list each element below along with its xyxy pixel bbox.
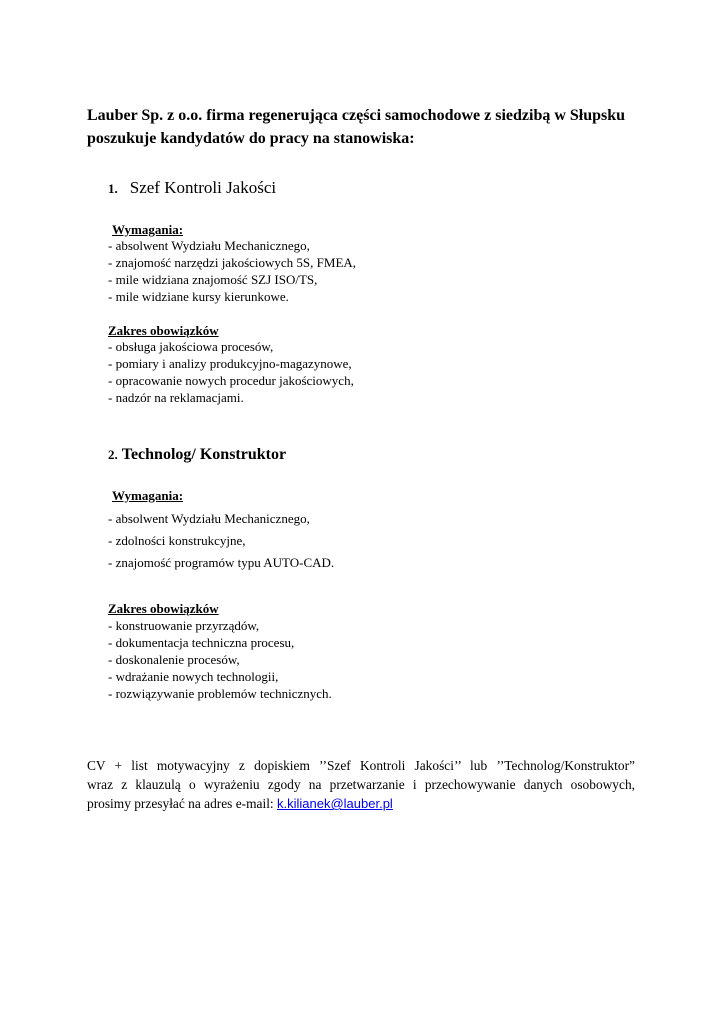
position-1-title xyxy=(108,178,276,198)
position-2-duties-heading: Zakres obowiązków xyxy=(108,601,219,616)
list-item: - pomiary i analizy produkcyjno-magazynowe, xyxy=(108,356,352,371)
intro-heading: Lauber Sp. z o.o. firma regenerująca części samochodowe z siedzibą w Słupsku poszukuje kandydatów do pracy na stanowiska: xyxy=(87,107,626,147)
position-1-requirements-list xyxy=(108,237,356,305)
position-2-title xyxy=(108,446,286,464)
list-item: - obsługa jakościowa procesów, xyxy=(108,339,274,354)
list-item: - mile widziana znajomość SZJ ISO/TS, xyxy=(108,272,318,287)
list-item: - zdolności konstrukcyjne, xyxy=(108,533,246,548)
position-2-name: Technolog/ Konstruktor xyxy=(121,446,287,463)
email-link[interactable]: k.kilianek@lauber.pl xyxy=(277,796,393,811)
position-1-duties-heading: Zakres obowiązków xyxy=(108,323,219,338)
list-item: - nadzór na reklamacjami. xyxy=(108,390,244,405)
list-item: - znajomość narzędzi jakościowych 5S, FMEA, xyxy=(108,255,357,270)
footer-line-3-text: prosimy przesyłać na adres e-mail: xyxy=(87,796,277,811)
list-item: - konstruowanie przyrządów, xyxy=(108,618,260,633)
position-1-requirements-heading: Wymagania: xyxy=(112,222,184,237)
position-2-number: 2. xyxy=(108,447,118,462)
application-instructions xyxy=(87,756,635,813)
position-1-number: 1. xyxy=(108,181,118,196)
footer-line-2: wraz z klauzulą o wyrażeniu zgody na przetwarzanie i przechowywanie danych osobowych, xyxy=(87,777,635,792)
list-item: - wdrażanie nowych technologii, xyxy=(108,669,279,684)
position-2-duties-list xyxy=(108,617,332,702)
list-item: - znajomość programów typu AUTO-CAD. xyxy=(108,555,335,570)
footer-line-3 xyxy=(87,794,635,813)
position-1-duties-list xyxy=(108,338,354,406)
list-item: - absolwent Wydziału Mechanicznego, xyxy=(108,511,310,526)
position-1-name: Szef Kontroli Jakości xyxy=(129,178,277,197)
list-item: - mile widziane kursy kierunkowe. xyxy=(108,289,289,304)
list-item: - opracowanie nowych procedur jakościowych, xyxy=(108,373,354,388)
list-item: - rozwiązywanie problemów technicznych. xyxy=(108,686,332,701)
position-2-requirements-list xyxy=(108,508,334,574)
list-item: - absolwent Wydziału Mechanicznego, xyxy=(108,238,310,253)
position-2-requirements-heading: Wymagania: xyxy=(112,488,184,503)
list-item: - dokumentacja techniczna procesu, xyxy=(108,635,295,650)
list-item: - doskonalenie procesów, xyxy=(108,652,240,667)
footer-line-1: CV + list motywacyjny z dopiskiem ’’Szef Kontroli Jakości’’ lub ’’Technolog/Konstruktor” xyxy=(87,758,635,773)
